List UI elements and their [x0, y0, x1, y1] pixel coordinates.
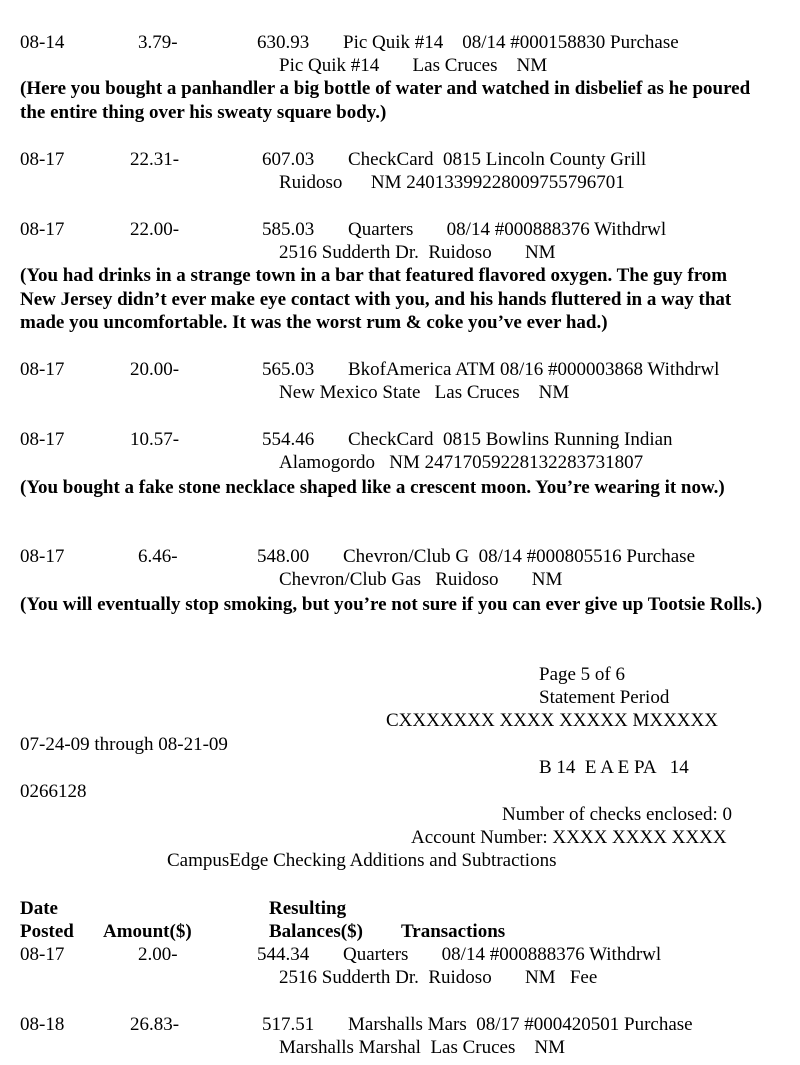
txn-balance: 544.34: [257, 944, 310, 965]
txn-description-cont: Alamogordo NM 24717059228132283731807: [279, 452, 644, 473]
column-header-date: Date: [20, 898, 58, 919]
txn-date: 08-17: [20, 219, 65, 240]
column-header-balances: Balances($): [269, 921, 363, 942]
txn-balance: 585.03: [262, 219, 315, 240]
txn-description-cont: Marshalls Marshal Las Cruces NM: [279, 1037, 566, 1058]
column-header-resulting: Resulting: [269, 898, 347, 919]
txn-description-cont: 2516 Sudderth Dr. Ruidoso NM Fee: [279, 967, 598, 988]
statement-period-label: Statement Period: [539, 687, 670, 708]
txn-date: 08-18: [20, 1014, 65, 1035]
txn-balance: 548.00: [257, 546, 310, 567]
txn-description: BkofAmerica ATM 08/16 #000003868 Withdrwl: [348, 359, 720, 380]
statement-code: B 14 E A E PA 14: [539, 757, 689, 778]
column-header-posted: Posted: [20, 921, 74, 942]
txn-amount: 22.31-: [130, 149, 180, 170]
txn-description: Marshalls Mars 08/17 #000420501 Purchase: [348, 1014, 693, 1035]
txn-date: 08-17: [20, 944, 65, 965]
txn-date: 08-17: [20, 429, 65, 450]
txn-balance: 565.03: [262, 359, 315, 380]
txn-annotation: (You bought a fake stone necklace shaped like a crescent moon. You’re wearing it now.): [20, 477, 725, 498]
txn-description-cont: New Mexico State Las Cruces NM: [279, 382, 570, 403]
txn-description-cont: 2516 Sudderth Dr. Ruidoso NM: [279, 242, 556, 263]
column-header-amount: Amount($): [103, 921, 192, 942]
txn-date: 08-17: [20, 359, 65, 380]
account-number: Account Number: XXXX XXXX XXXX: [411, 827, 727, 848]
section-title: CampusEdge Checking Additions and Subtractions: [167, 850, 557, 871]
txn-date: 08-14: [20, 32, 65, 53]
reference-number: 0266128: [20, 781, 87, 802]
txn-amount: 26.83-: [130, 1014, 180, 1035]
txn-date: 08-17: [20, 149, 65, 170]
txn-amount: 20.00-: [130, 359, 180, 380]
txn-amount: 3.79-: [138, 32, 178, 53]
column-header-transactions: Transactions: [401, 921, 506, 942]
txn-amount: 22.00-: [130, 219, 180, 240]
txn-balance: 607.03: [262, 149, 315, 170]
txn-description: CheckCard 0815 Bowlins Running Indian: [348, 429, 673, 450]
txn-description: Pic Quik #14 08/14 #000158830 Purchase: [343, 32, 679, 53]
txn-date: 08-17: [20, 546, 65, 567]
txn-annotation: (You will eventually stop smoking, but you’re not sure if you can ever give up Tootsie Rolls.): [20, 594, 763, 615]
txn-amount: 2.00-: [138, 944, 178, 965]
txn-balance: 517.51: [262, 1014, 315, 1035]
txn-amount: 10.57-: [130, 429, 180, 450]
txn-description: Quarters 08/14 #000888376 Withdrwl: [348, 219, 667, 240]
page-number: Page 5 of 6: [539, 664, 626, 685]
txn-description: Chevron/Club G 08/14 #000805516 Purchase: [343, 546, 696, 567]
txn-balance: 630.93: [257, 32, 310, 53]
txn-description-cont: Chevron/Club Gas Ruidoso NM: [279, 569, 563, 590]
txn-amount: 6.46-: [138, 546, 178, 567]
statement-period-range: 07-24-09 through 08-21-09: [20, 734, 228, 755]
checks-enclosed: Number of checks enclosed: 0: [502, 804, 733, 825]
txn-annotation: (Here you bought a panhandler a big bottle of water and watched in disbelief as he poured the entire thing over his sweaty square body.): [20, 78, 751, 123]
txn-description: Quarters 08/14 #000888376 Withdrwl: [343, 944, 662, 965]
txn-balance: 554.46: [262, 429, 315, 450]
txn-annotation: (You had drinks in a strange town in a bar that featured flavored oxygen. The guy from New Jersey didn’t ever make eye contact with you, and his hands fluttered in a way that made you uncomfortable. It was the worst rum & coke you’ve ever had.): [20, 265, 732, 333]
txn-description-cont: Ruidoso NM 24013399228009755796701: [279, 172, 625, 193]
account-holder-name: CXXXXXXX XXXX XXXXX MXXXXX: [386, 710, 718, 731]
txn-description: CheckCard 0815 Lincoln County Grill: [348, 149, 647, 170]
txn-description-cont: Pic Quik #14 Las Cruces NM: [279, 55, 548, 76]
